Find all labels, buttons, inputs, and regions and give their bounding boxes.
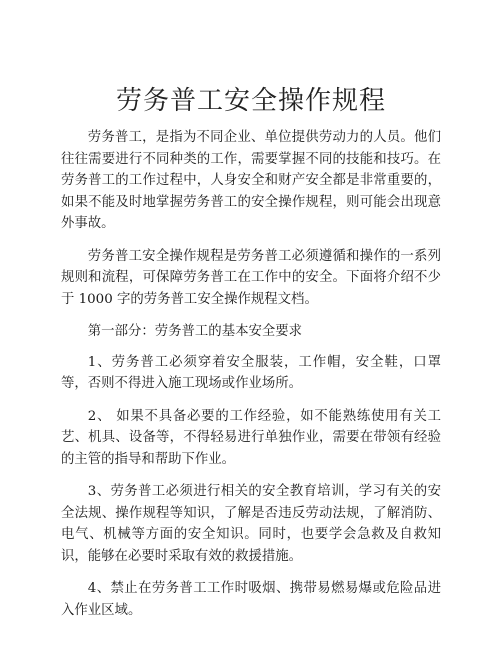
- document-title: 劳务普工安全操作规程: [115, 86, 386, 116]
- document-body: [61, 127, 441, 632]
- paragraph-overview: 劳务普工安全操作规程是劳务普工必须遵循和操作的一系列规则和流程，可保障劳务普工在工作中的安全。下面将介绍不少于 1000 字的劳务普工安全操作规程文档。: [61, 248, 441, 307]
- list-item-3: 3、劳务普工必须进行相关的安全教育培训，学习有关的安全法规、操作规程等知识，了解是否违反劳动法规，了解消防、电气、机械等方面的安全知识。同时，也要学会急救及自救知识，能够在必要时采取有效的救援措施。: [61, 484, 441, 564]
- list-item-2: 2、 如果不具备必要的工作经验，如不能熟练使用有关工艺、机具、设备等，不得轻易进行单独作业，需要在带领有经验的主管的指导和帮助下作业。: [61, 408, 441, 467]
- list-item-4: 4、禁止在劳务普工工作时吸烟、携带易燃易爆或危险品进入作业区域。: [61, 581, 441, 618]
- list-item-1: 1、劳务普工必须穿着安全服装，工作帽，安全鞋，口罩等，否则不得进入施工现场或作业场所。: [61, 354, 441, 391]
- paragraph-intro: 劳务普工，是指为不同企业、单位提供劳动力的人员。他们往往需要进行不同种类的工作，需要掌握不同的技能和技巧。在劳务普工的工作过程中，人身安全和财产安全都是非常重要的，如果不能及时地掌握劳务普工的安全操作规程，则可能会出现意外事故。: [61, 130, 441, 231]
- section-heading: 第一部分：劳务普工的基本安全要求: [87, 324, 303, 339]
